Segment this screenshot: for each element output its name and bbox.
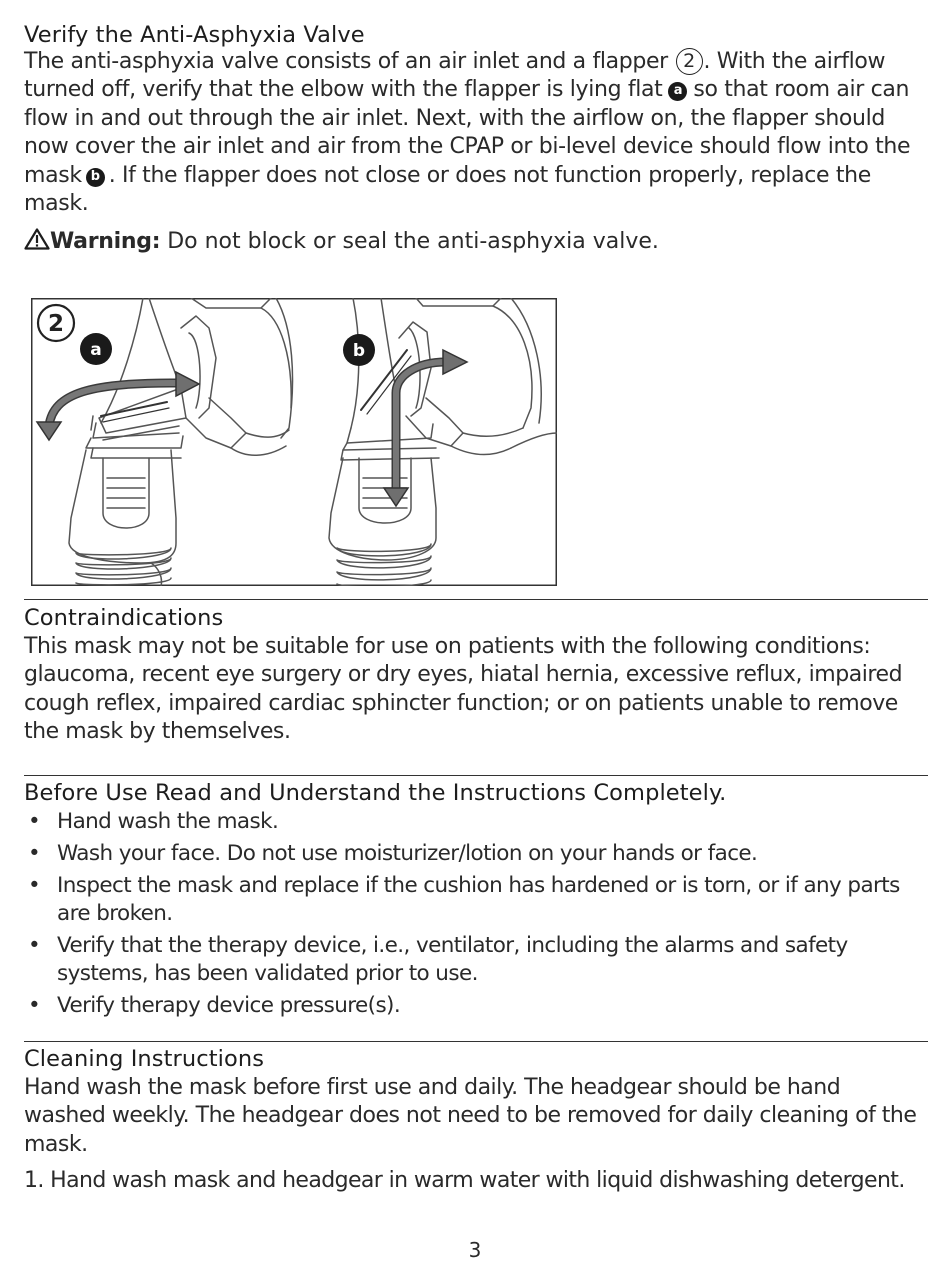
warning-line	[24, 228, 928, 256]
section-title-before-use: Before Use Read and Understand the Instructions Completely.	[24, 780, 727, 806]
figure-label-a	[80, 333, 112, 365]
para-text-1: The anti-asphyxia valve consists of an air inlet and a flapper	[24, 49, 668, 74]
svg-text:b: b	[352, 341, 366, 361]
before-use-section	[24, 780, 928, 1024]
cleaning-step-1: 1. Hand wash mask and headgear in warm water with liquid dishwashing detergent.	[24, 1168, 905, 1194]
label-b-badge: b	[86, 168, 105, 187]
anti-asphyxia-paragraph	[24, 48, 928, 218]
anti-asphyxia-section	[24, 22, 928, 257]
contraindications-section	[24, 605, 928, 747]
anti-asphyxia-figure	[31, 298, 557, 586]
svg-text:2: 2	[47, 311, 65, 337]
divider	[24, 599, 928, 600]
svg-text:a: a	[90, 340, 102, 360]
list-item: • Hand wash the mask.	[24, 808, 928, 836]
figure-label-b	[343, 334, 375, 366]
cleaning-section	[24, 1046, 928, 1196]
before-use-list	[24, 808, 928, 1020]
para-text-4: . If the flapper does not close or does not function properly, replace the mask.	[24, 162, 871, 217]
list-item: • Verify therapy device pressure(s).	[24, 992, 928, 1020]
list-item: • Wash your face. Do not use moisturizer/lotion on your hands or face.	[24, 840, 928, 868]
section-title-cleaning: Cleaning Instructions	[24, 1046, 265, 1072]
para-text-3: so that room air can flow in and out through the air inlet. Next, with the airflow on, the flapper should now cover the air inlet and air from the CPAP or bi-level device should flow into the mask	[24, 77, 911, 188]
section-title-anti-asphyxia: Verify the Anti-Asphyxia Valve	[24, 22, 365, 48]
warning-label: Warning:	[50, 229, 161, 255]
section-title-contraindications: Contraindications	[24, 605, 224, 631]
divider	[24, 775, 928, 776]
figure-number-badge	[38, 305, 74, 341]
para-text-2: . With the airflow turned off, verify that the elbow with the flapper is lying flat	[24, 49, 886, 103]
figure-ref-circled: 2	[676, 48, 703, 75]
cleaning-text: Hand wash the mask before first use and daily. The headgear should be hand washed weekly. The headgear does not need to be removed for daily cleaning of the mask.	[24, 1075, 917, 1157]
page-number: 3	[468, 1238, 482, 1262]
list-item: • Inspect the mask and replace if the cushion has hardened or is torn, or if any parts are broken.	[24, 872, 928, 928]
list-item: • Verify that the therapy device, i.e., ventilator, including the alarms and safety systems, has been validated prior to use.	[24, 932, 928, 988]
warning-text: Do not block or seal the anti-asphyxia valve.	[167, 229, 659, 255]
warning-triangle-icon	[24, 229, 50, 254]
label-a-badge: a	[668, 82, 687, 101]
divider	[24, 1041, 928, 1042]
contraindications-text: This mask may not be suitable for use on patients with the following conditions: glaucoma, recent eye surgery or dry eyes, hiatal hernia, excessive reflux, impaired cough reflex, impaired cardiac sphincter function; or on patients unable to remove the mask by themselves.	[24, 634, 903, 745]
